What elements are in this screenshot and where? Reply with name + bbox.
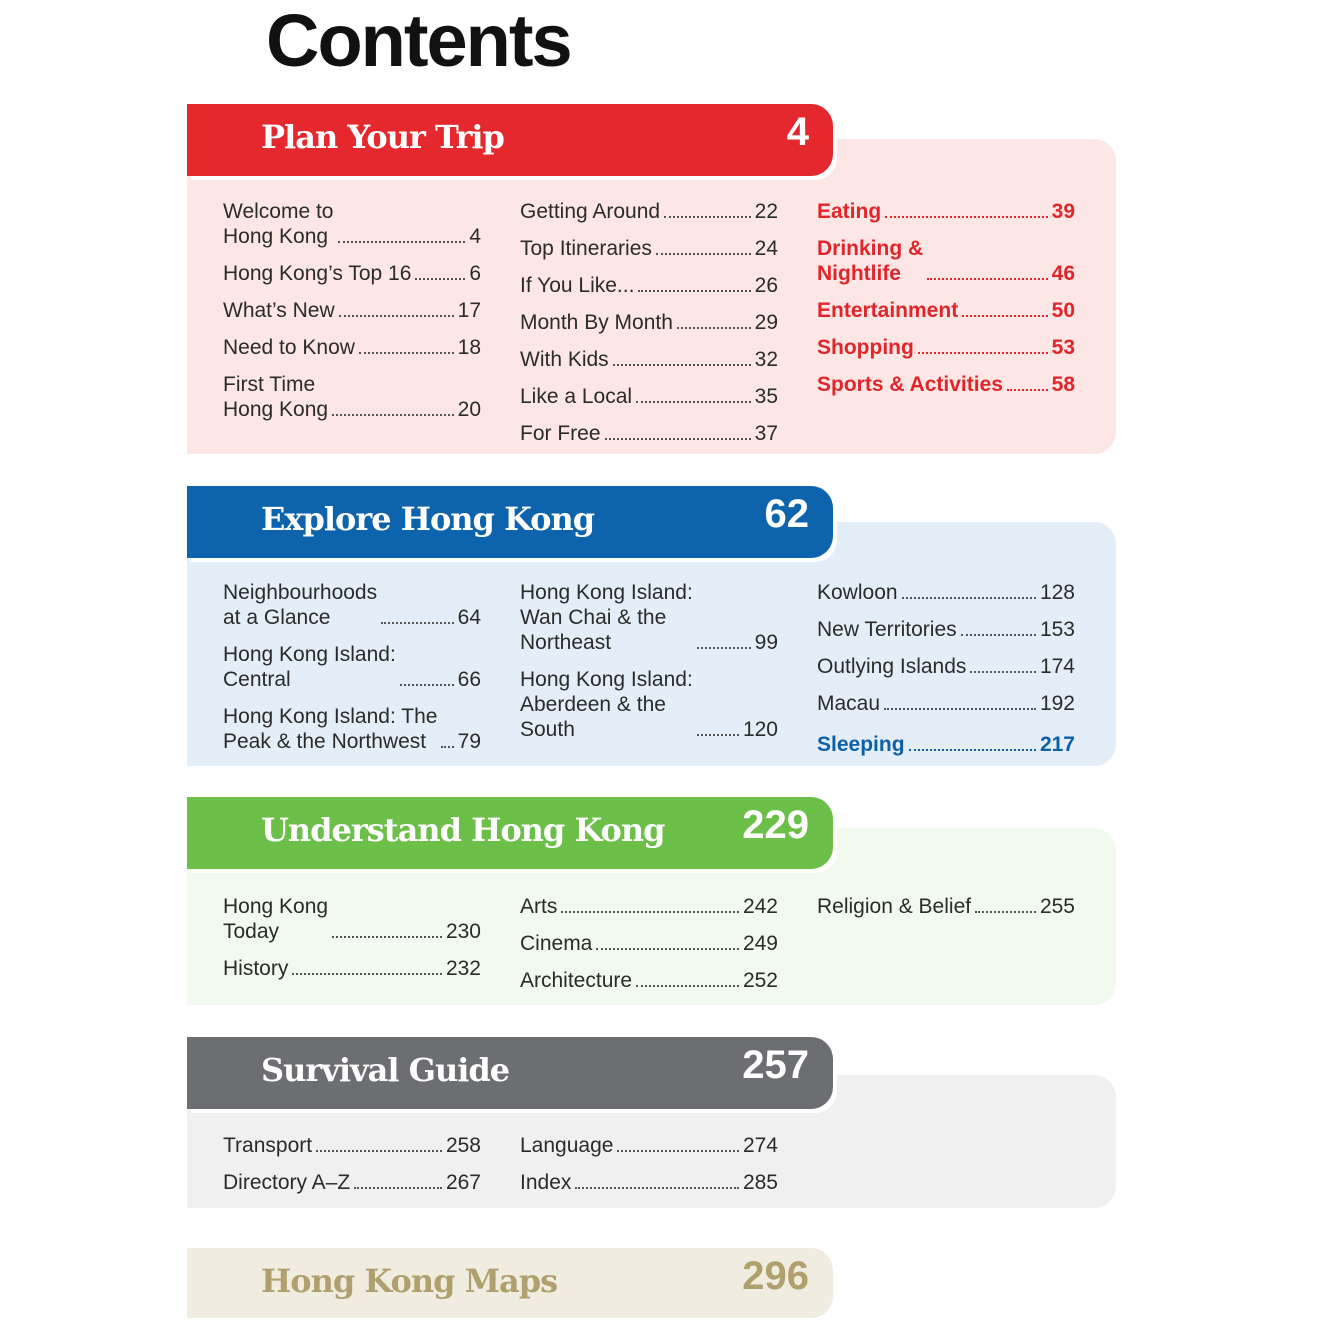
dot-leader (664, 216, 751, 218)
toc-entry-page: 64 (457, 606, 481, 629)
toc-entry-label: For Free (520, 422, 601, 445)
dot-leader (605, 438, 751, 440)
toc-entry[interactable] (520, 273, 778, 298)
toc-entry-label: Getting Around (520, 200, 661, 223)
toc-entry-page: 39 (1051, 200, 1075, 223)
toc-entry-label: Entertainment (817, 299, 959, 322)
toc-entry-page: 232 (445, 957, 481, 980)
toc-column-3 (817, 580, 1075, 769)
dot-leader (885, 216, 1047, 218)
dot-leader (339, 315, 454, 317)
toc-entry-page: 58 (1051, 373, 1075, 396)
toc-entry[interactable] (520, 421, 778, 446)
toc-entry[interactable] (817, 654, 1075, 679)
toc-entry-page: 230 (445, 920, 481, 943)
toc-entry-label: Hong Kong Island: Central (223, 643, 396, 691)
toc-entry-page: 153 (1039, 618, 1075, 641)
toc-entry-label: Like a Local (520, 385, 633, 408)
section-title: Understand Hong Kong (261, 811, 665, 849)
toc-entry-page: 249 (742, 932, 778, 955)
toc-entry-page: 53 (1051, 336, 1075, 359)
toc-entry-page: 217 (1039, 733, 1075, 756)
toc-entry-label: New Territories (817, 618, 957, 641)
toc-entry[interactable] (223, 956, 481, 981)
toc-entry-label: Directory A–Z (223, 1171, 351, 1194)
toc-entry[interactable] (520, 580, 778, 655)
toc-entry-page: 4 (469, 225, 481, 248)
toc-entry-page: 274 (742, 1134, 778, 1157)
dot-leader (332, 936, 442, 938)
dot-leader (415, 278, 465, 280)
toc-column-3 (817, 894, 1075, 931)
toc-entry-page: 99 (754, 631, 778, 654)
dot-leader (975, 911, 1036, 913)
toc-entry-page: 79 (457, 730, 481, 753)
toc-entry[interactable] (520, 1170, 778, 1195)
toc-entry-label: Hong Kong Island: The Peak & the Northwest (223, 705, 438, 753)
toc-entry-page: 255 (1039, 895, 1075, 918)
toc-entry-label: What’s New (223, 299, 335, 322)
toc-entry-page: 285 (742, 1171, 778, 1194)
toc-entry-page: 24 (754, 237, 778, 260)
toc-entry-label: Cinema (520, 932, 593, 955)
dot-leader (884, 708, 1036, 710)
dot-leader (902, 597, 1036, 599)
toc-entry[interactable] (223, 199, 481, 249)
toc-entry[interactable] (817, 372, 1075, 397)
toc-entry[interactable] (817, 580, 1075, 605)
toc-entry-label: Transport (223, 1134, 313, 1157)
toc-entry-page: 35 (754, 385, 778, 408)
toc-entry-page: 20 (457, 398, 481, 421)
toc-entry-page: 120 (742, 718, 778, 741)
toc-column-2 (520, 894, 778, 1005)
toc-entry[interactable] (817, 894, 1075, 919)
toc-entry-label: Month By Month (520, 311, 673, 334)
toc-entry[interactable] (520, 931, 778, 956)
toc-entry-label: Sports & Activities (817, 373, 1003, 396)
section-title: Plan Your Trip (261, 118, 504, 156)
dot-leader (962, 315, 1047, 317)
toc-entry-page: 174 (1039, 655, 1075, 678)
dot-leader (636, 401, 751, 403)
dot-leader (918, 352, 1048, 354)
toc-entry[interactable] (520, 236, 778, 261)
toc-column-1 (223, 199, 481, 434)
toc-entry[interactable] (223, 1170, 481, 1195)
dot-leader (354, 1187, 442, 1189)
toc-entry[interactable] (520, 968, 778, 993)
toc-entry[interactable] (817, 335, 1075, 360)
toc-entry[interactable] (520, 310, 778, 335)
section-page-number: 229 (742, 803, 809, 847)
page-title: Contents (266, 0, 571, 82)
toc-entry[interactable] (223, 1133, 481, 1158)
section-header-band[interactable] (187, 1248, 833, 1318)
toc-entry-label: If You Like... (520, 274, 635, 297)
toc-entry[interactable] (520, 1133, 778, 1158)
toc-entry-label: Eating (817, 200, 882, 223)
section-title: Hong Kong Maps (261, 1262, 558, 1300)
toc-entry-label: Hong Kong Island: Aberdeen & the South (520, 668, 693, 741)
toc-entry-label: Hong Kong Today (223, 895, 329, 943)
dot-leader (561, 911, 739, 913)
dot-leader (338, 241, 466, 243)
dot-leader (441, 746, 453, 748)
toc-entry-label: Need to Know (223, 336, 355, 359)
section-header-band[interactable] (187, 797, 833, 869)
toc-entry[interactable] (223, 298, 481, 323)
toc-entry-label: Welcome to Hong Kong (223, 200, 334, 248)
section-title: Explore Hong Kong (261, 500, 595, 538)
toc-entry-page: 6 (469, 262, 481, 285)
section-header-band[interactable] (187, 486, 833, 558)
toc-entry-page: 22 (754, 200, 778, 223)
dot-leader (961, 634, 1036, 636)
dot-leader (332, 414, 454, 416)
section-header-band[interactable] (187, 104, 833, 176)
toc-entry[interactable] (223, 894, 481, 944)
toc-entry-label: Index (520, 1171, 572, 1194)
toc-entry-label: Drinking & Nightlife (817, 237, 924, 285)
toc-entry-page: 46 (1051, 262, 1075, 285)
dot-leader (381, 622, 454, 624)
toc-entry[interactable] (223, 704, 481, 754)
dot-leader (970, 671, 1036, 673)
dot-leader (400, 684, 454, 686)
toc-column-2 (520, 580, 778, 754)
toc-entry-label: Kowloon (817, 581, 898, 604)
toc-entry[interactable] (817, 236, 1075, 286)
toc-entry-label: Language (520, 1134, 614, 1157)
toc-entry-page: 29 (754, 311, 778, 334)
toc-entry[interactable] (223, 580, 481, 630)
section-page-number: 62 (764, 492, 809, 536)
toc-entry-page: 32 (754, 348, 778, 371)
dot-leader (656, 253, 751, 255)
toc-entry-label: Shopping (817, 336, 914, 359)
toc-entry-page: 17 (457, 299, 481, 322)
dot-leader (909, 749, 1036, 751)
toc-entry-page: 50 (1051, 299, 1075, 322)
toc-entry[interactable] (223, 372, 481, 422)
section-page-number: 257 (742, 1043, 809, 1087)
toc-entry[interactable] (520, 347, 778, 372)
toc-entry-label: Outlying Islands (817, 655, 967, 678)
dot-leader (316, 1150, 442, 1152)
toc-entry-page: 66 (457, 668, 481, 691)
section-header-band[interactable] (187, 1037, 833, 1109)
toc-entry-label: Religion & Belief (817, 895, 972, 918)
toc-entry-label: Neighbourhoods at a Glance (223, 581, 378, 629)
toc-column-1 (223, 580, 481, 766)
dot-leader (617, 1150, 739, 1152)
toc-entry[interactable] (223, 642, 481, 692)
section-title: Survival Guide (261, 1051, 510, 1089)
dot-leader (575, 1187, 739, 1189)
dot-leader (638, 290, 750, 292)
section-page-number: 296 (742, 1254, 809, 1298)
toc-entry-label: Arts (520, 895, 558, 918)
toc-entry-label: Macau (817, 692, 881, 715)
toc-entry-page: 258 (445, 1134, 481, 1157)
toc-entry[interactable] (223, 335, 481, 360)
toc-entry[interactable] (817, 732, 1075, 757)
toc-entry[interactable] (817, 298, 1075, 323)
toc-entry-page: 37 (754, 422, 778, 445)
toc-column-3 (817, 199, 1075, 409)
toc-column-1 (223, 894, 481, 993)
toc-entry[interactable] (520, 384, 778, 409)
toc-entry-page: 267 (445, 1171, 481, 1194)
toc-entry-page: 242 (742, 895, 778, 918)
toc-entry-page: 26 (754, 274, 778, 297)
toc-entry[interactable] (223, 261, 481, 286)
toc-entry-label: Sleeping (817, 733, 905, 756)
toc-entry-page: 192 (1039, 692, 1075, 715)
toc-entry[interactable] (520, 894, 778, 919)
dot-leader (697, 734, 739, 736)
toc-entry[interactable] (817, 691, 1075, 716)
toc-entry-label: History (223, 957, 289, 980)
section-page-number: 4 (786, 110, 809, 154)
toc-entry-label: Architecture (520, 969, 633, 992)
dot-leader (292, 973, 442, 975)
toc-entry-label: Hong Kong Island: Wan Chai & the Northeast (520, 581, 693, 654)
toc-column-1 (223, 1133, 481, 1207)
toc-entry[interactable] (520, 667, 778, 742)
toc-entry-label: Top Itineraries (520, 237, 652, 260)
toc-entry[interactable] (520, 199, 778, 224)
dot-leader (927, 278, 1047, 280)
dot-leader (1007, 389, 1048, 391)
toc-entry[interactable] (817, 199, 1075, 224)
toc-entry-page: 128 (1039, 581, 1075, 604)
dot-leader (636, 985, 739, 987)
toc-entry-label: With Kids (520, 348, 609, 371)
toc-entry-label: Hong Kong’s Top 16 (223, 262, 412, 285)
toc-entry-label: First Time Hong Kong (223, 373, 329, 421)
toc-column-2 (520, 1133, 778, 1207)
dot-leader (677, 327, 751, 329)
toc-entry[interactable] (817, 617, 1075, 642)
dot-leader (697, 647, 751, 649)
dot-leader (359, 352, 454, 354)
toc-column-2 (520, 199, 778, 458)
toc-entry-page: 252 (742, 969, 778, 992)
dot-leader (613, 364, 751, 366)
dot-leader (596, 948, 739, 950)
toc-entry-page: 18 (457, 336, 481, 359)
